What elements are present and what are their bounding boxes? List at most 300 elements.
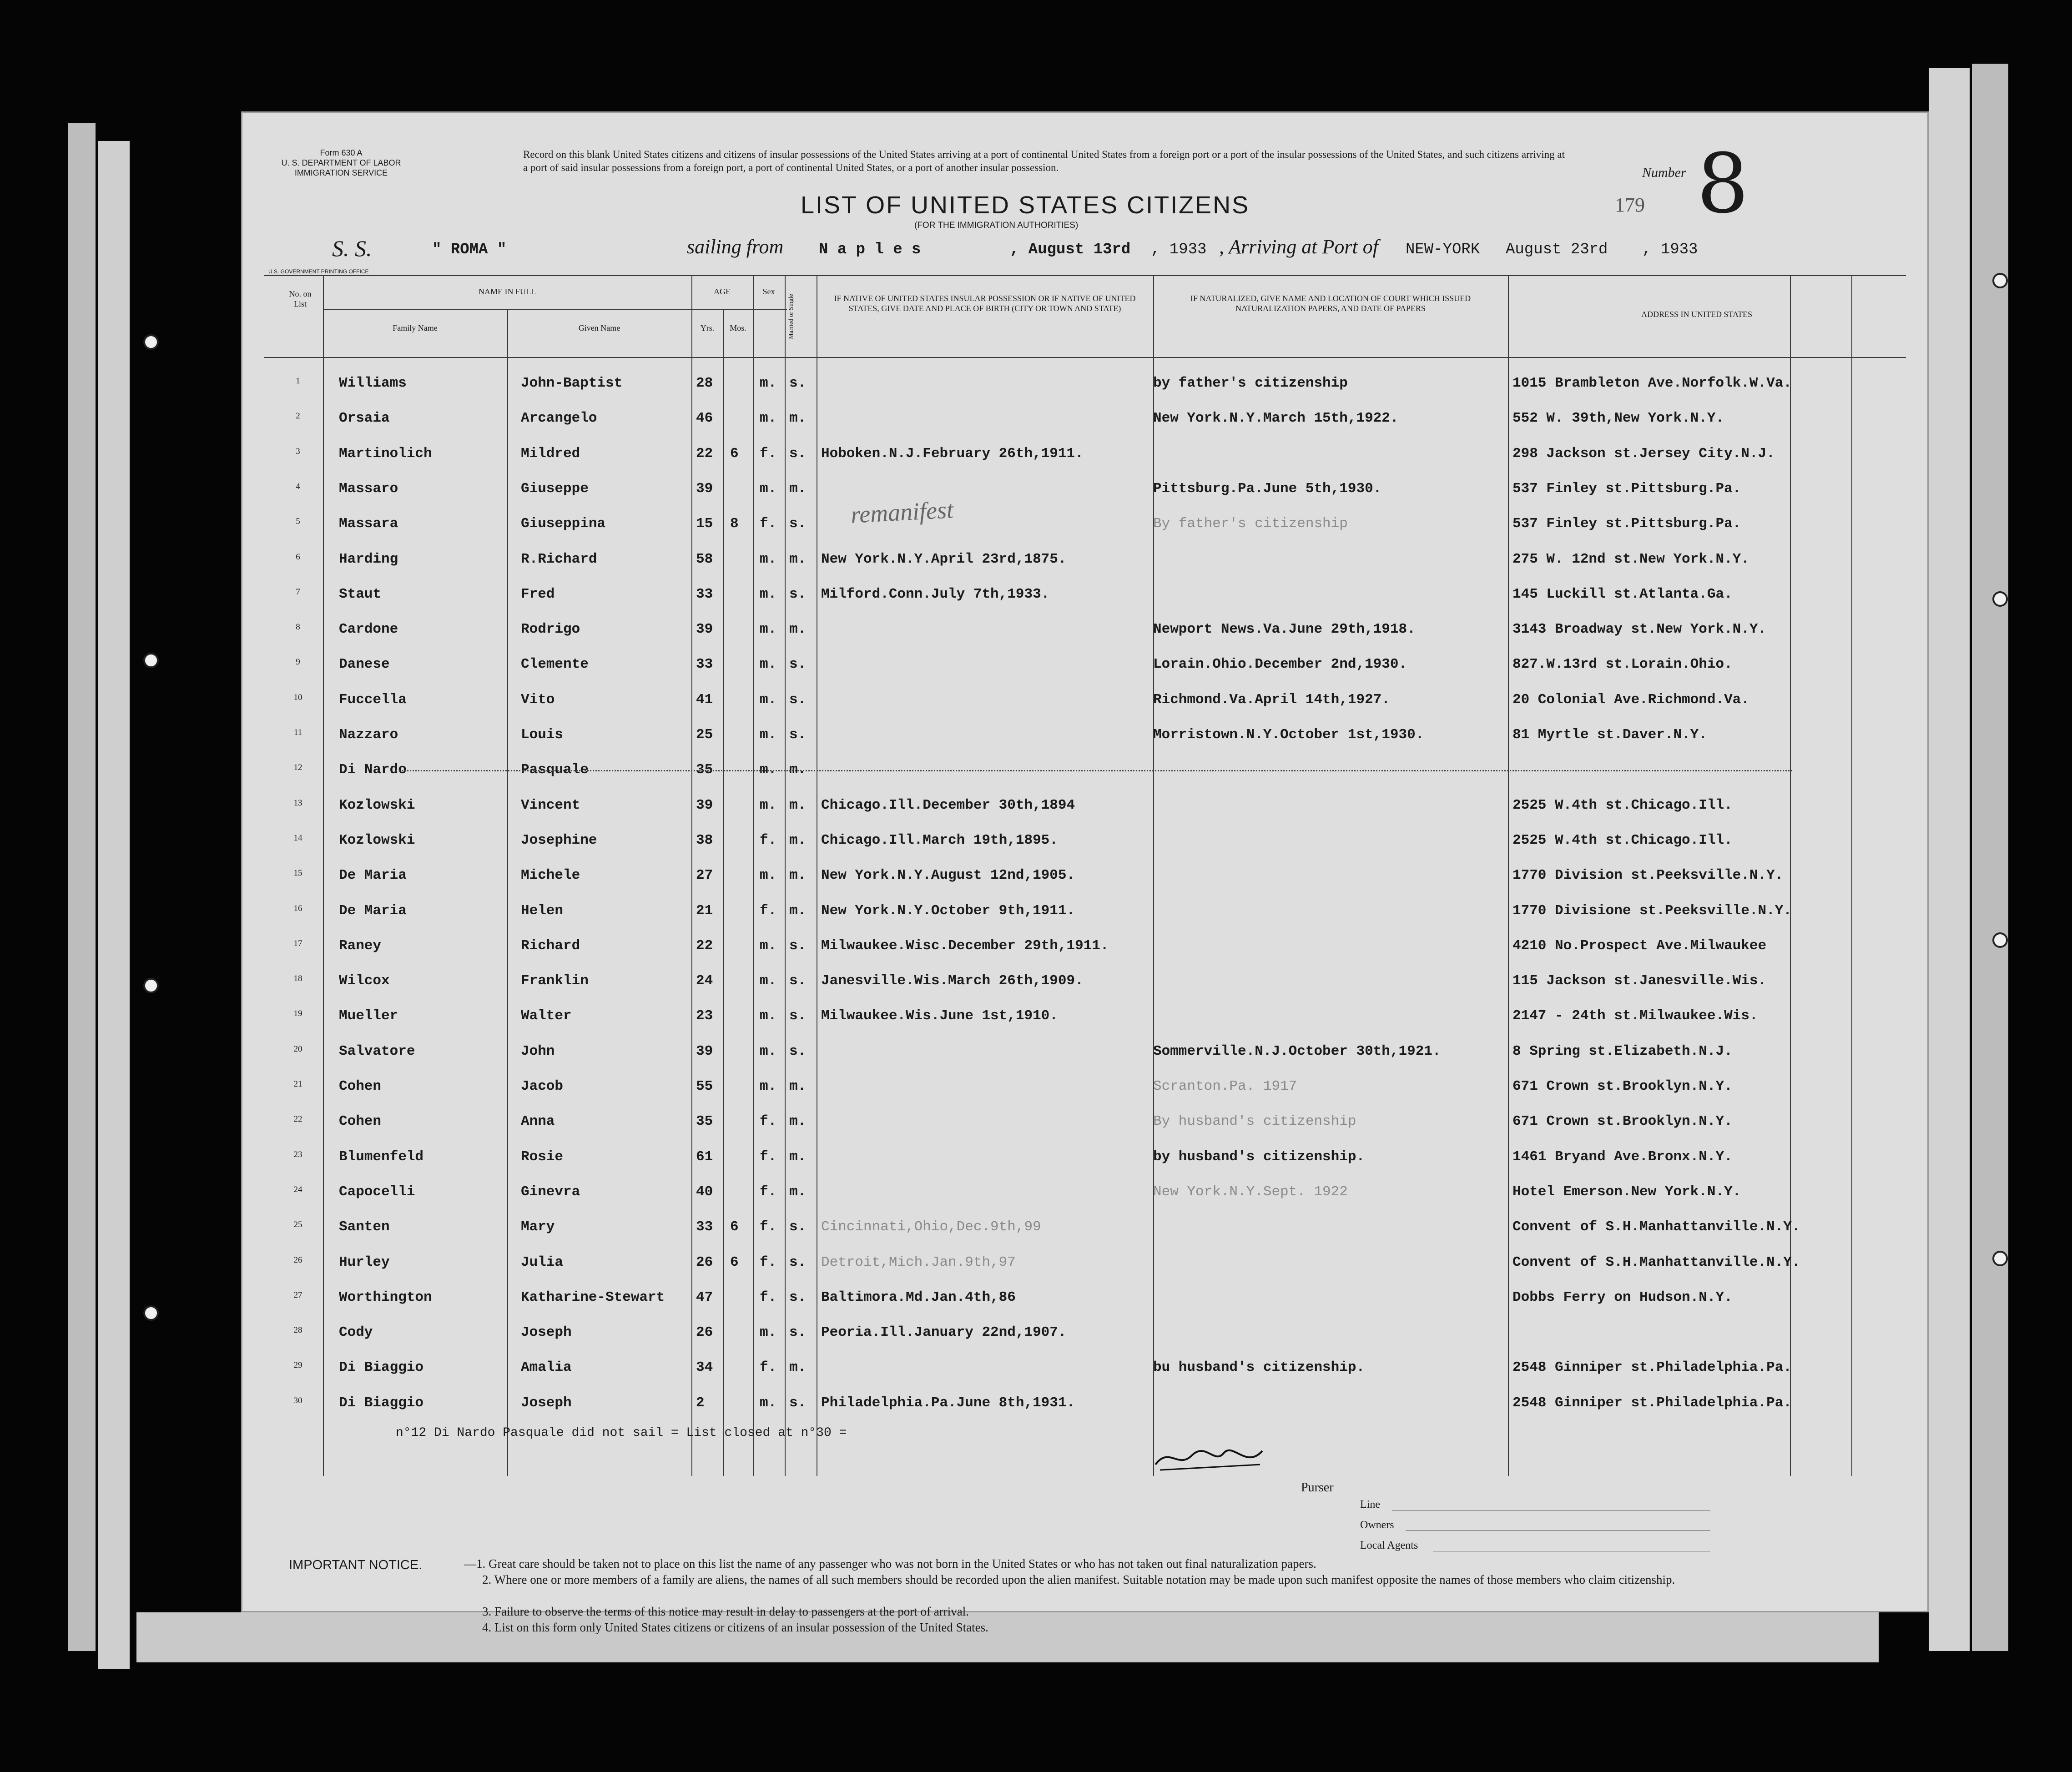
us-address: 537 Finley st.Pittsburg.Pa. <box>1512 480 1741 497</box>
row-number: 25 <box>293 1220 302 1230</box>
marital-status: s. <box>789 1043 807 1059</box>
given-name: Jacob <box>521 1078 564 1094</box>
notice-item-4: 4. List on this form only United States citizens or citizens of an insular possession of the United States. <box>482 1621 988 1634</box>
sex: f. <box>760 1219 777 1235</box>
marital-status: s. <box>789 1008 807 1024</box>
table-row <box>241 832 1929 867</box>
given-name: Rodrigo <box>521 621 580 638</box>
sex: m. <box>760 656 777 673</box>
strike-through-line <box>396 770 1792 771</box>
birth-place-date: Milwaukee.Wisc.December 29th,1911. <box>821 937 1109 954</box>
row-number: 5 <box>296 517 300 527</box>
underlying-sheet-left-2 <box>98 141 130 1669</box>
sex: m. <box>760 1324 777 1341</box>
naturalization: Pittsburg.Pa.June 5th,1930. <box>1153 480 1382 497</box>
us-address: 552 W. 39th,New York.N.Y. <box>1512 410 1724 427</box>
row-number: 1 <box>296 376 300 386</box>
owners-label: Owners <box>1360 1519 1394 1531</box>
table-row <box>241 762 1929 797</box>
table-row <box>241 797 1929 832</box>
ss-label: S. S. <box>332 236 372 261</box>
table-row <box>241 481 1929 516</box>
underlying-sheet-right <box>1929 68 1970 1651</box>
row-number: 9 <box>296 657 300 667</box>
manifest-number: 8 <box>1697 136 1749 232</box>
age-years: 26 <box>696 1324 713 1341</box>
table-row <box>241 551 1929 586</box>
row-number: 2 <box>296 411 300 421</box>
birth-place-date: Janesville.Wis.March 26th,1909. <box>821 973 1084 989</box>
sex: m. <box>760 937 777 954</box>
us-address: Dobbs Ferry on Hudson.N.Y. <box>1512 1289 1733 1305</box>
row-number: 8 <box>296 622 300 632</box>
family-name: Danese <box>339 656 390 673</box>
birth-place-date: Milwaukee.Wis.June 1st,1910. <box>821 1008 1058 1024</box>
marital-status: s. <box>789 586 807 602</box>
sex: m. <box>760 691 777 708</box>
table-row <box>241 656 1929 691</box>
row-number: 30 <box>293 1395 302 1405</box>
marital-status: s. <box>789 1219 807 1235</box>
birth-place-date: Peoria.Ill.January 22nd,1907. <box>821 1324 1067 1341</box>
sex: f. <box>760 1113 777 1130</box>
marital-status: s. <box>789 1394 807 1411</box>
row-number: 16 <box>293 903 302 913</box>
table-row <box>241 1008 1929 1043</box>
age-years: 33 <box>696 656 713 673</box>
sex: f. <box>760 1183 777 1200</box>
family-name: Cohen <box>339 1113 382 1130</box>
naturalization: By husband's citizenship <box>1153 1113 1356 1130</box>
sex: m. <box>760 1078 777 1094</box>
department: U. S. DEPARTMENT OF LABOR <box>281 158 401 167</box>
marital-status: m. <box>789 621 807 638</box>
sex: m. <box>760 1008 777 1024</box>
naturalization: Lorain.Ohio.December 2nd,1930. <box>1153 656 1407 673</box>
family-name: Di Nardo <box>339 762 407 778</box>
age-years: 40 <box>696 1183 713 1200</box>
col-header-address: ADDRESS IN UNITED STATES <box>1641 310 1753 319</box>
marital-status: s. <box>789 691 807 708</box>
underlying-sheet-right-2 <box>1972 64 2008 1651</box>
birth-place-date: Chicago.Ill.December 30th,1894 <box>821 797 1075 813</box>
col-header-mos: Mos. <box>730 323 746 332</box>
row-number: 15 <box>293 868 302 878</box>
sex: m. <box>760 797 777 813</box>
remanifest-annotation: remanifest <box>850 496 954 529</box>
row-number: 11 <box>293 728 302 737</box>
marital-status: m. <box>789 480 807 497</box>
age-years: 23 <box>696 1008 713 1024</box>
binder-hole <box>1992 1251 2008 1266</box>
naturalization: by husband's citizenship. <box>1153 1148 1365 1165</box>
family-name: Di Biaggio <box>339 1359 424 1376</box>
birth-place-date: Hoboken.N.J.February 26th,1911. <box>821 445 1084 462</box>
birth-place-date: Detroit,Mich.Jan.9th,97 <box>821 1254 1016 1270</box>
purser-label: Purser <box>1301 1480 1334 1495</box>
col-header-given: Given Name <box>578 323 620 332</box>
given-name: Michele <box>521 867 580 884</box>
naturalization: New York.N.Y.March 15th,1922. <box>1153 410 1399 427</box>
age-years: 28 <box>696 375 713 391</box>
sex: f. <box>760 902 777 919</box>
given-name: Helen <box>521 902 564 919</box>
sex: m. <box>760 867 777 884</box>
birth-place-date: New York.N.Y.August 12nd,1905. <box>821 867 1075 884</box>
row-number: 3 <box>296 446 300 456</box>
family-name: Kozlowski <box>339 797 415 813</box>
naturalization: bu husband's citizenship. <box>1153 1359 1365 1376</box>
closing-note: n°12 Di Nardo Pasquale did not sail = List closed at n°30 = <box>396 1426 847 1440</box>
family-name: Staut <box>339 586 382 602</box>
age-months: 6 <box>730 1219 739 1235</box>
row-number: 14 <box>293 833 302 843</box>
given-name: Franklin <box>521 973 589 989</box>
marital-status: m. <box>789 410 807 427</box>
row-number: 4 <box>296 481 300 491</box>
birth-place-date: Baltimora.Md.Jan.4th,86 <box>821 1289 1016 1305</box>
sex: m. <box>760 762 777 778</box>
row-number: 20 <box>293 1044 302 1054</box>
family-name: Cody <box>339 1324 373 1341</box>
naturalization: New York.N.Y.Sept. 1922 <box>1153 1183 1348 1200</box>
sex: m. <box>760 973 777 989</box>
us-address: 2525 W.4th st.Chicago.Ill. <box>1512 832 1733 848</box>
row-number: 6 <box>296 552 300 562</box>
table-row <box>241 1219 1929 1254</box>
sex: m. <box>760 410 777 427</box>
family-name: Fuccella <box>339 691 407 708</box>
purser-signature <box>1151 1437 1269 1478</box>
age-years: 55 <box>696 1078 713 1094</box>
sex: m. <box>760 1043 777 1059</box>
given-name: Pasquale <box>521 762 589 778</box>
us-address: 8 Spring st.Elizabeth.N.J. <box>1512 1043 1733 1059</box>
row-number: 28 <box>293 1325 302 1335</box>
given-name: Julia <box>521 1254 564 1270</box>
binder-hole <box>143 978 159 993</box>
given-name: Fred <box>521 586 555 602</box>
given-name: Vito <box>521 691 555 708</box>
sailing-from-label: sailing from <box>687 236 784 258</box>
given-name: Giuseppina <box>521 516 606 532</box>
table-row <box>241 1184 1929 1219</box>
given-name: Mary <box>521 1219 555 1235</box>
marital-status: m. <box>789 1113 807 1130</box>
arrival-date: August 23rd <box>1506 241 1608 258</box>
col-header-age: AGE <box>714 287 731 296</box>
age-years: 35 <box>696 1113 713 1130</box>
departure-year: , 1933 <box>1151 241 1207 258</box>
service: IMMIGRATION SERVICE <box>294 168 388 177</box>
marital-status: s. <box>789 1324 807 1341</box>
marital-status: s. <box>789 375 807 391</box>
table-row <box>241 375 1929 410</box>
given-name: Louis <box>521 727 564 743</box>
table-row <box>241 903 1929 938</box>
col-header-no: No. on List <box>289 289 312 308</box>
given-name: R.Richard <box>521 551 597 567</box>
given-name: Joseph <box>521 1394 572 1411</box>
departure-date: , August 13rd <box>1010 241 1131 258</box>
family-name: Worthington <box>339 1289 432 1305</box>
naturalization: by father's citizenship <box>1153 375 1348 391</box>
age-years: 39 <box>696 797 713 813</box>
row-number: 23 <box>293 1149 302 1159</box>
us-address: 827.W.13rd st.Lorain.Ohio. <box>1512 656 1733 673</box>
family-name: Capocelli <box>339 1183 415 1200</box>
us-address: 1770 Division st.Peeksville.N.Y. <box>1512 867 1784 884</box>
family-name: Massara <box>339 516 398 532</box>
sex: m. <box>760 375 777 391</box>
family-name: Hurley <box>339 1254 390 1270</box>
table-row <box>241 1395 1929 1430</box>
age-years: 22 <box>696 937 713 954</box>
naturalization: Sommerville.N.J.October 30th,1921. <box>1153 1043 1441 1059</box>
us-address: Convent of S.H.Manhattanville.N.Y. <box>1512 1254 1800 1270</box>
arriving-label: , Arriving at Port of <box>1219 236 1378 258</box>
table-row <box>241 727 1929 762</box>
marital-status: s. <box>789 973 807 989</box>
us-address: 81 Myrtle st.Daver.N.Y. <box>1512 727 1707 743</box>
given-name: Walter <box>521 1008 572 1024</box>
family-name: Di Biaggio <box>339 1394 424 1411</box>
family-name: Orsaia <box>339 410 390 427</box>
birth-place-date: Chicago.Ill.March 19th,1895. <box>821 832 1058 848</box>
table-row <box>241 1113 1929 1148</box>
marital-status: s. <box>789 1254 807 1270</box>
ship-name: " ROMA " <box>432 241 507 258</box>
row-number: 12 <box>293 763 302 773</box>
col-header-family: Family Name <box>393 323 438 332</box>
table-row <box>241 1254 1929 1289</box>
row-number: 22 <box>293 1114 302 1124</box>
age-years: 38 <box>696 832 713 848</box>
given-name: Joseph <box>521 1324 572 1341</box>
binder-hole <box>1992 591 2008 607</box>
age-years: 33 <box>696 1219 713 1235</box>
table-row <box>241 1359 1929 1394</box>
given-name: Clemente <box>521 656 589 673</box>
row-number: 21 <box>293 1079 302 1089</box>
marital-status: m. <box>789 551 807 567</box>
us-address: 1015 Brambleton Ave.Norfolk.W.Va. <box>1512 375 1792 391</box>
family-name: Nazzaro <box>339 727 398 743</box>
row-number: 10 <box>293 692 302 702</box>
sex: f. <box>760 445 777 462</box>
given-name: Katharine-Stewart <box>521 1289 665 1305</box>
age-years: 22 <box>696 445 713 462</box>
table-row <box>241 516 1929 551</box>
row-number: 27 <box>293 1290 302 1300</box>
sex: f. <box>760 516 777 532</box>
sex: m. <box>760 727 777 743</box>
arriving-port: NEW-YORK <box>1406 241 1480 258</box>
naturalization: Morristown.N.Y.October 1st,1930. <box>1153 727 1424 743</box>
row-number: 19 <box>293 1009 302 1019</box>
form-id-block <box>277 148 405 178</box>
family-name: Cardone <box>339 621 398 638</box>
marital-status: s. <box>789 727 807 743</box>
us-address: 115 Jackson st.Janesville.Wis. <box>1512 973 1767 989</box>
us-address: 2147 - 24th st.Milwaukee.Wis. <box>1512 1008 1758 1024</box>
col-header-sex: Sex <box>762 287 775 296</box>
row-number: 24 <box>293 1184 302 1194</box>
table-row <box>241 973 1929 1008</box>
row-number: 26 <box>293 1255 302 1265</box>
given-name: John-Baptist <box>521 375 623 391</box>
marital-status: m. <box>789 902 807 919</box>
us-address: Convent of S.H.Manhattanville.N.Y. <box>1512 1219 1800 1235</box>
us-address: 1461 Bryand Ave.Bronx.N.Y. <box>1512 1148 1733 1165</box>
birth-place-date: New York.N.Y.October 9th,1911. <box>821 902 1075 919</box>
col-header-married: Married or Single <box>788 294 795 339</box>
table-row <box>241 1078 1929 1113</box>
birth-place-date: Cincinnati,Ohio,Dec.9th,99 <box>821 1219 1041 1235</box>
family-name: Harding <box>339 551 398 567</box>
family-name: Raney <box>339 937 382 954</box>
marital-status: s. <box>789 937 807 954</box>
family-name: De Maria <box>339 867 407 884</box>
given-name: Amalia <box>521 1359 572 1376</box>
naturalization: Richmond.Va.April 14th,1927. <box>1153 691 1390 708</box>
table-row <box>241 621 1929 656</box>
arrival-year: , 1933 <box>1642 241 1698 258</box>
us-address: 20 Colonial Ave.Richmond.Va. <box>1512 691 1749 708</box>
age-months: 6 <box>730 1254 739 1270</box>
underlying-sheet-left <box>68 123 96 1651</box>
age-years: 39 <box>696 621 713 638</box>
table-row <box>241 410 1929 445</box>
header-bottom-rule <box>264 357 1906 358</box>
us-address: 1770 Divisione st.Peeksville.N.Y. <box>1512 902 1792 919</box>
family-name: Kozlowski <box>339 832 415 848</box>
page-title: LIST OF UNITED STATES CITIZENS <box>801 191 1250 219</box>
marital-status: m. <box>789 1359 807 1376</box>
col-header-name: NAME IN FULL <box>479 287 536 296</box>
age-years: 39 <box>696 1043 713 1059</box>
marital-status: m. <box>789 867 807 884</box>
us-address: 671 Crown st.Brooklyn.N.Y. <box>1512 1078 1733 1094</box>
naturalization: Scranton.Pa. 1917 <box>1153 1078 1297 1094</box>
page-subtitle: (FOR THE IMMIGRATION AUTHORITIES) <box>914 221 1079 230</box>
name-subheader-rule <box>323 309 787 310</box>
binder-hole <box>1992 273 2008 288</box>
manifest-sheet <box>241 111 1929 1634</box>
row-number: 13 <box>293 798 302 808</box>
notice-item-3: 3. Failure to observe the terms of this notice may result in delay to passengers at the port of arrival. <box>482 1605 969 1618</box>
family-name: Mueller <box>339 1008 398 1024</box>
marital-status: s. <box>789 1289 807 1305</box>
family-name: Salvatore <box>339 1043 415 1059</box>
local-agents-label: Local Agents <box>1360 1540 1418 1551</box>
family-name: Williams <box>339 375 407 391</box>
form-number: Form 630 A <box>320 148 363 157</box>
marital-status: s. <box>789 516 807 532</box>
age-years: 2 <box>696 1394 705 1411</box>
age-years: 15 <box>696 516 713 532</box>
age-years: 24 <box>696 973 713 989</box>
given-name: Mildred <box>521 445 580 462</box>
row-number: 29 <box>293 1360 302 1370</box>
age-years: 46 <box>696 410 713 427</box>
naturalization: By father's citizenship <box>1153 516 1348 532</box>
birth-place-date: New York.N.Y.April 23rd,1875. <box>821 551 1067 567</box>
given-name: John <box>521 1043 555 1059</box>
notice-item-1: —1. Great care should be taken not to place on this list the name of any passenger who was not born in the United States or who has not taken out final naturalization papers. <box>464 1557 1316 1571</box>
us-address: 4210 No.Prospect Ave.Milwaukee <box>1512 937 1767 954</box>
sex: m. <box>760 480 777 497</box>
given-name: Josephine <box>521 832 597 848</box>
marital-status: s. <box>789 445 807 462</box>
marital-status: s. <box>789 656 807 673</box>
age-years: 58 <box>696 551 713 567</box>
age-months: 8 <box>730 516 739 532</box>
age-years: 41 <box>696 691 713 708</box>
age-years: 35 <box>696 762 713 778</box>
birth-place-date: Milford.Conn.July 7th,1933. <box>821 586 1050 602</box>
row-number: 18 <box>293 974 302 984</box>
col-header-yrs: Yrs. <box>700 323 715 332</box>
record-instruction: Record on this blank United States citizens and citizens of insular possessions of the United States arriving at a port of continental United States from a foreign port or a port of the insular possessions of the United States, and such citizens arriving at a port of said insular possessions from a foreign port, a port of continental United States, or a port of another insular possession. <box>523 149 1565 173</box>
col-header-birth: IF NATIVE OF UNITED STATES INSULAR POSSESSION OR IF NATIVE OF UNITED STATES, GIVE DATE AND PLACE OF BIRTH (CITY OR TOWN AND STATE) <box>834 294 1136 313</box>
us-address: 145 Luckill st.Atlanta.Ga. <box>1512 586 1733 602</box>
family-name: Wilcox <box>339 973 390 989</box>
binder-hole <box>143 653 159 668</box>
age-years: 21 <box>696 902 713 919</box>
family-name: Santen <box>339 1219 390 1235</box>
marital-status: m. <box>789 762 807 778</box>
marital-status: m. <box>789 1078 807 1094</box>
sex: f. <box>760 1254 777 1270</box>
col-header-naturalized: IF NATURALIZED, GIVE NAME AND LOCATION OF COURT WHICH ISSUED NATURALIZATION PAPERS, AND DATE OF PAPERS <box>1190 294 1471 313</box>
given-name: Giuseppe <box>521 480 589 497</box>
marital-status: m. <box>789 832 807 848</box>
binder-hole <box>143 334 159 350</box>
given-name: Richard <box>521 937 580 954</box>
table-row <box>241 938 1929 973</box>
table-row <box>241 867 1929 902</box>
family-name: Massaro <box>339 480 398 497</box>
sex: m. <box>760 586 777 602</box>
us-address: 537 Finley st.Pittsburg.Pa. <box>1512 516 1741 532</box>
sex: f. <box>760 1289 777 1305</box>
given-name: Anna <box>521 1113 555 1130</box>
given-name: Rosie <box>521 1148 564 1165</box>
us-address: 298 Jackson st.Jersey City.N.J. <box>1512 445 1775 462</box>
age-years: 25 <box>696 727 713 743</box>
given-name: Vincent <box>521 797 580 813</box>
naturalization: Newport News.Va.June 29th,1918. <box>1153 621 1416 638</box>
family-name: Martinolich <box>339 445 432 462</box>
birth-place-date: Philadelphia.Pa.June 8th,1931. <box>821 1394 1075 1411</box>
age-years: 26 <box>696 1254 713 1270</box>
given-name: Ginevra <box>521 1183 580 1200</box>
row-number: 17 <box>293 938 302 948</box>
owners-rule <box>1406 1530 1710 1531</box>
age-years: 34 <box>696 1359 713 1376</box>
row-number: 7 <box>296 587 300 597</box>
marital-status: m. <box>789 1183 807 1200</box>
sex: m. <box>760 1394 777 1411</box>
sex: f. <box>760 1359 777 1376</box>
age-years: 61 <box>696 1148 713 1165</box>
table-row <box>241 692 1929 727</box>
sex: f. <box>760 1148 777 1165</box>
us-address: 2548 Ginniper st.Philadelphia.Pa. <box>1512 1359 1792 1376</box>
table-row <box>241 1324 1929 1359</box>
sex: m. <box>760 621 777 638</box>
